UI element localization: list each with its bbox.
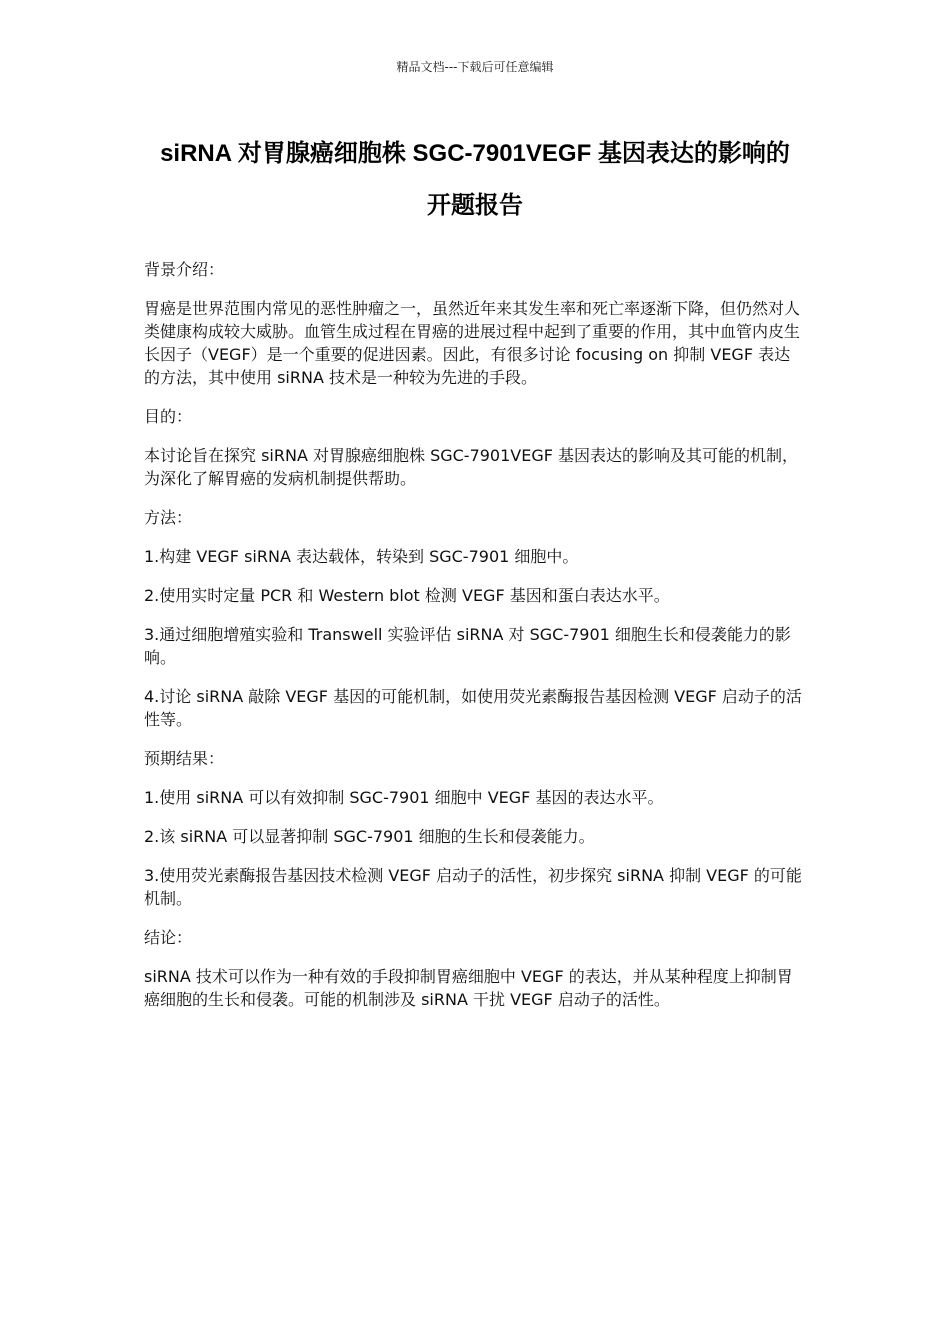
method-item: 1.构建 VEGF siRNA 表达载体，转染到 SGC-7901 细胞中。 bbox=[144, 547, 579, 566]
document-body bbox=[144, 258, 806, 1027]
title-line-1: siRNA 对胃腺癌细胞株 SGC-7901VEGF 基因表达的影响的 bbox=[160, 140, 790, 167]
background-paragraph: 胃癌是世界范围内常见的恶性肿瘤之一，虽然近年来其发生率和死亡率逐渐下降，但仍然对人类健康构成较大威胁。血管生成过程在胃癌的进展过程中起到了重要的作用，其中血管内皮生长因子（VEGF）是一个重要的促进因素。因此，有很多讨论 focusing on 抑制 VEGF 表达的方法，其中使用 siRNA 技术是一种较为先进的手段。 bbox=[144, 299, 801, 387]
method-item: 3.通过细胞增殖实验和 Transwell 实验评估 siRNA 对 SGC-7901 细胞生长和侵袭能力的影响。 bbox=[144, 625, 791, 667]
purpose-paragraph: 本讨论旨在探究 siRNA 对胃腺癌细胞株 SGC-7901VEGF 基因表达的影响及其可能的机制，为深化了解胃癌的发病机制提供帮助。 bbox=[144, 446, 799, 488]
background-heading: 背景介绍： bbox=[144, 260, 225, 279]
result-item: 2.该 siRNA 可以显著抑制 SGC-7901 细胞的生长和侵袭能力。 bbox=[144, 827, 595, 846]
results-heading: 预期结果： bbox=[144, 749, 225, 768]
method-item: 4.讨论 siRNA 敲除 VEGF 基因的可能机制，如使用荧光素酶报告基因检测 VEGF 启动子的活性等。 bbox=[144, 687, 802, 729]
title-line-2: 开题报告 bbox=[427, 192, 523, 219]
conclusion-paragraph: siRNA 技术可以作为一种有效的手段抑制胃癌细胞中 VEGF 的表达，并从某种程度上抑制胃癌细胞的生长和侵袭。可能的机制涉及 siRNA 干扰 VEGF 启动子的活性。 bbox=[144, 967, 793, 1009]
method-item: 2.使用实时定量 PCR 和 Western blot 检测 VEGF 基因和蛋白表达水平。 bbox=[144, 586, 670, 605]
result-item: 3.使用荧光素酶报告基因技术检测 VEGF 启动子的活性，初步探究 siRNA 抑制 VEGF 的可能机制。 bbox=[144, 866, 802, 908]
conclusion-heading: 结论： bbox=[144, 928, 193, 947]
result-item: 1.使用 siRNA 可以有效抑制 SGC-7901 细胞中 VEGF 基因的表达水平。 bbox=[144, 788, 664, 807]
purpose-heading: 目的： bbox=[144, 407, 193, 426]
document-title bbox=[120, 128, 830, 232]
page-header: 精品文档---下载后可任意编辑 bbox=[396, 60, 554, 74]
methods-heading: 方法： bbox=[144, 508, 193, 527]
